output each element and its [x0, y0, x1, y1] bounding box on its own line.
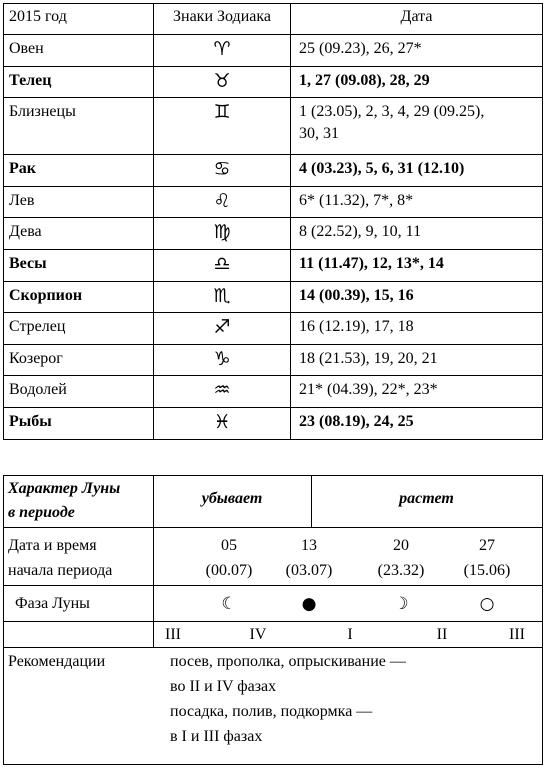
recommendation-line-3: посадка, полив, подкормка —: [170, 703, 373, 720]
zodiac-name: Лев: [9, 191, 35, 209]
period-day-2: 13: [301, 537, 317, 554]
zodiac-row: [3, 66, 543, 98]
zodiac-dates-line: 25 (09.23), 26, 27*: [299, 40, 422, 57]
phase-number-5: III: [509, 626, 525, 643]
phase-number-2: IV: [249, 626, 267, 643]
phase-label: Фаза Луны: [15, 595, 90, 612]
period-day-3: 20: [393, 537, 409, 554]
zodiac-row: [3, 375, 543, 407]
moon-character-label-2: в периоде: [8, 504, 75, 521]
zodiac-dates-line: 8 (22.52), 9, 10, 11: [299, 223, 422, 241]
zodiac-row: [3, 281, 543, 313]
period-label-2: начала периода: [8, 562, 113, 579]
period-time-4: (15.06): [463, 562, 511, 579]
zodiac-name: Стрелец: [9, 318, 66, 336]
period-time-3: (23.32): [377, 562, 425, 579]
period-time-1: (00.07): [205, 562, 253, 579]
zodiac-row: [3, 186, 543, 218]
zodiac-row: [3, 312, 543, 344]
zodiac-dates-line: 14 (00.39), 15, 16: [299, 286, 414, 304]
zodiac-dates-line: 1 (23.05), 2, 3, 4, 29 (09.25),: [299, 103, 485, 121]
zodiac-name: Телец: [9, 71, 52, 89]
waxing-label: растет: [399, 490, 454, 507]
zodiac-sign-icon: ♌︎: [213, 189, 231, 212]
period-time-2: (03.07): [285, 562, 333, 579]
period-day-4: 27: [479, 537, 495, 554]
waning-label: убывает: [201, 490, 263, 507]
zodiac-header-row: [3, 3, 543, 34]
zodiac-name: Водолей: [9, 381, 67, 399]
new-moon-icon: ●: [301, 594, 317, 614]
zodiac-dates-line: 1, 27 (09.08), 28, 29: [299, 71, 430, 89]
phase-number-3: I: [347, 626, 353, 643]
recommendations-label: Рекомендации: [8, 653, 106, 670]
zodiac-name: Весы: [9, 255, 47, 272]
waning-crescent-icon: ☾: [221, 594, 237, 614]
zodiac-name: Рак: [9, 160, 36, 178]
zodiac-row: [3, 407, 543, 439]
zodiac-sign-icon: ♍︎: [213, 221, 231, 244]
zodiac-sign-icon: ♒︎: [213, 379, 231, 402]
zodiac-name: Близнецы: [9, 103, 76, 121]
zodiac-row: [3, 34, 543, 66]
zodiac-row: [3, 217, 543, 249]
zodiac-sign-icon: ♑︎: [213, 347, 231, 370]
zodiac-row: [3, 97, 543, 154]
zodiac-row: [3, 344, 543, 376]
header-year: 2015 год: [9, 8, 67, 25]
zodiac-name: Козерог: [9, 349, 63, 367]
zodiac-name: Скорпион: [9, 286, 83, 304]
period-label-1: Дата и время: [8, 537, 97, 554]
header-date: Дата: [400, 8, 433, 25]
recommendation-line-1: посев, прополка, опрыскивание —: [170, 653, 406, 670]
zodiac-dates-line: 11 (11.47), 12, 13*, 14: [299, 255, 444, 272]
zodiac-name: Дева: [9, 223, 42, 241]
header-signs: Знаки Зодиака: [172, 8, 271, 25]
zodiac-sign-icon: ♐︎: [213, 316, 231, 339]
zodiac-sign-icon: ♊︎: [213, 101, 231, 124]
zodiac-sign-icon: ♏︎: [213, 284, 231, 307]
zodiac-dates-line: 21* (04.39), 22*, 23*: [299, 381, 438, 399]
zodiac-sign-icon: ♈︎: [213, 38, 231, 60]
phase-number-1: III: [165, 626, 181, 643]
period-day-1: 05: [221, 537, 237, 554]
recommendation-line-2: во II и IV фазах: [170, 678, 277, 695]
zodiac-dates-line: 4 (03.23), 5, 6, 31 (12.10): [299, 160, 465, 178]
zodiac-sign-icon: ♉︎: [213, 69, 231, 92]
moon-table: [3, 475, 543, 765]
zodiac-name: Овен: [9, 40, 44, 57]
zodiac-dates-line: 16 (12.19), 17, 18: [299, 318, 414, 336]
zodiac-sign-icon: ♓︎: [213, 411, 231, 433]
zodiac-sign-icon: ♎︎: [213, 253, 231, 275]
full-moon-icon: ○: [479, 594, 495, 614]
moon-character-label-1: Характер Луны: [8, 480, 121, 497]
phase-number-4: II: [436, 626, 448, 643]
zodiac-name: Рыбы: [9, 413, 52, 430]
zodiac-sign-icon: ♋︎: [213, 158, 231, 181]
zodiac-dates-line: 23 (08.19), 24, 25: [299, 413, 414, 430]
zodiac-dates-line: 30, 31: [299, 125, 339, 143]
zodiac-dates-line: 6* (11.32), 7*, 8*: [299, 191, 414, 209]
zodiac-row: [3, 249, 543, 281]
recommendation-line-4: в I и III фазах: [170, 728, 263, 745]
zodiac-dates-line: 18 (21.53), 19, 20, 21: [299, 349, 438, 367]
waxing-crescent-icon: ☽: [393, 594, 409, 614]
zodiac-row: [3, 154, 543, 186]
